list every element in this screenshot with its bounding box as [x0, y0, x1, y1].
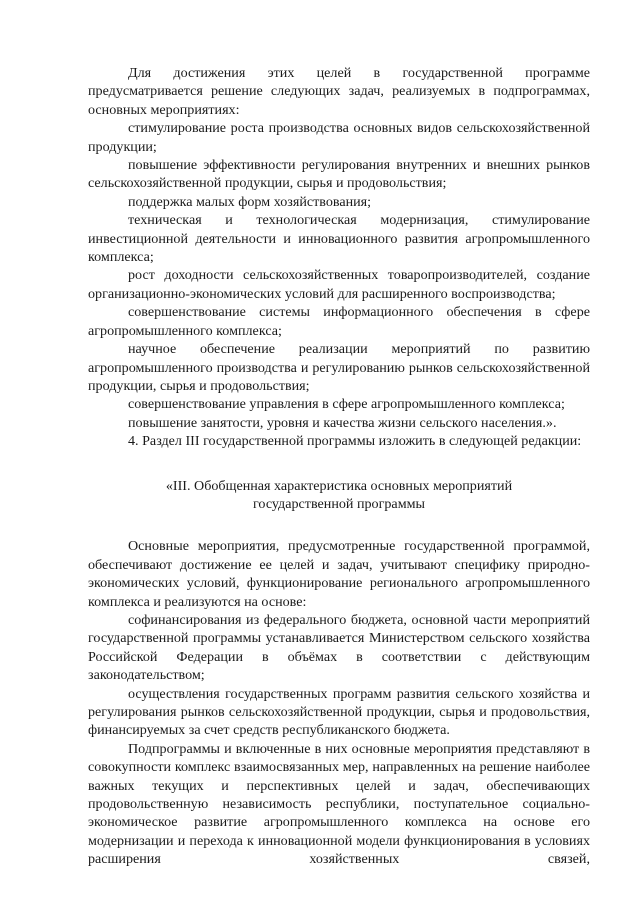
paragraph: софинансирования из федерального бюджета, основной части мероприятий государственной программы устанавливается Министерством сельского хозяйства Российской Федерации в объёмах в соответствии с действующим законодательством;	[88, 611, 590, 684]
paragraph: Основные мероприятия, предусмотренные государственной программой, обеспечивают достижение ее целей и задач, учитывают специфику природно-экономических условий, функционирование регионального агропромышленного комплекса и реализуются на основе:	[88, 538, 590, 610]
paragraph: научное обеспечение реализации мероприятий по развитию агропромышленного производства и регулированию рынков сельскохозяйственной продукции, сырья и продовольствия;	[88, 341, 590, 394]
paragraph: 4. Раздел III государственной программы изложить в следующей редакции:	[128, 433, 582, 450]
paragraph: повышение эффективности регулирования внутренних и внешних рынков сельскохозяйственной продукции, сырья и продовольствия;	[88, 157, 590, 192]
paragraph: совершенствование системы информационного обеспечения в сфере агропромышленного комплекса;	[88, 304, 590, 339]
paragraph: техническая и технологическая модернизация, стимулирование инвестиционной деятельности и инновационного развития агропромышленного комплекса;	[88, 212, 590, 266]
section-heading-line-1: «III. Обобщенная характеристика основных мероприятий	[165, 477, 513, 494]
section-heading-line-2: государственной программы	[253, 495, 425, 512]
section-heading	[88, 477, 590, 514]
paragraph: Для достижения этих целей в государственной программе предусматривается решение следующих задач, реализуемых в подпрограммах, основных мероприятиях:	[88, 65, 590, 118]
paragraph: осуществления государственных программ развития сельского хозяйства и регулирования рынков сельскохозяйственной продукции, сырья и продовольствия, финансируемых за счет средств республиканского бюджета.	[88, 685, 590, 739]
paragraph: Подпрограммы и включенные в них основные мероприятия представляют в совокупности комплекс взаимосвязанных мер, направленных на решение наиболее важных текущих и перспективных целей и задач, обеспечивающих продовольственную независимость республики, поступательное социально-экономическое развитие агропромышленного комплекса на основе его модернизации и перехода к инновационной модели функционирования в условиях расширения хозяйственных связей,	[88, 740, 590, 868]
paragraphs-after-heading	[88, 537, 590, 868]
paragraphs-before-heading	[88, 64, 590, 451]
paragraph: совершенствование управления в сфере агропромышленного комплекса;	[128, 396, 565, 413]
paragraph: поддержка малых форм хозяйствования;	[128, 193, 372, 210]
paragraph: повышение занятости, уровня и качества жизни сельского населения.».	[128, 414, 557, 431]
document-body	[88, 64, 590, 869]
paragraph: рост доходности сельскохозяйственных товаропроизводителей, создание организационно-экономических условий для расширенного воспроизводства;	[88, 267, 590, 302]
paragraph: стимулирование роста производства основных видов сельскохозяйственной продукции;	[88, 120, 590, 155]
